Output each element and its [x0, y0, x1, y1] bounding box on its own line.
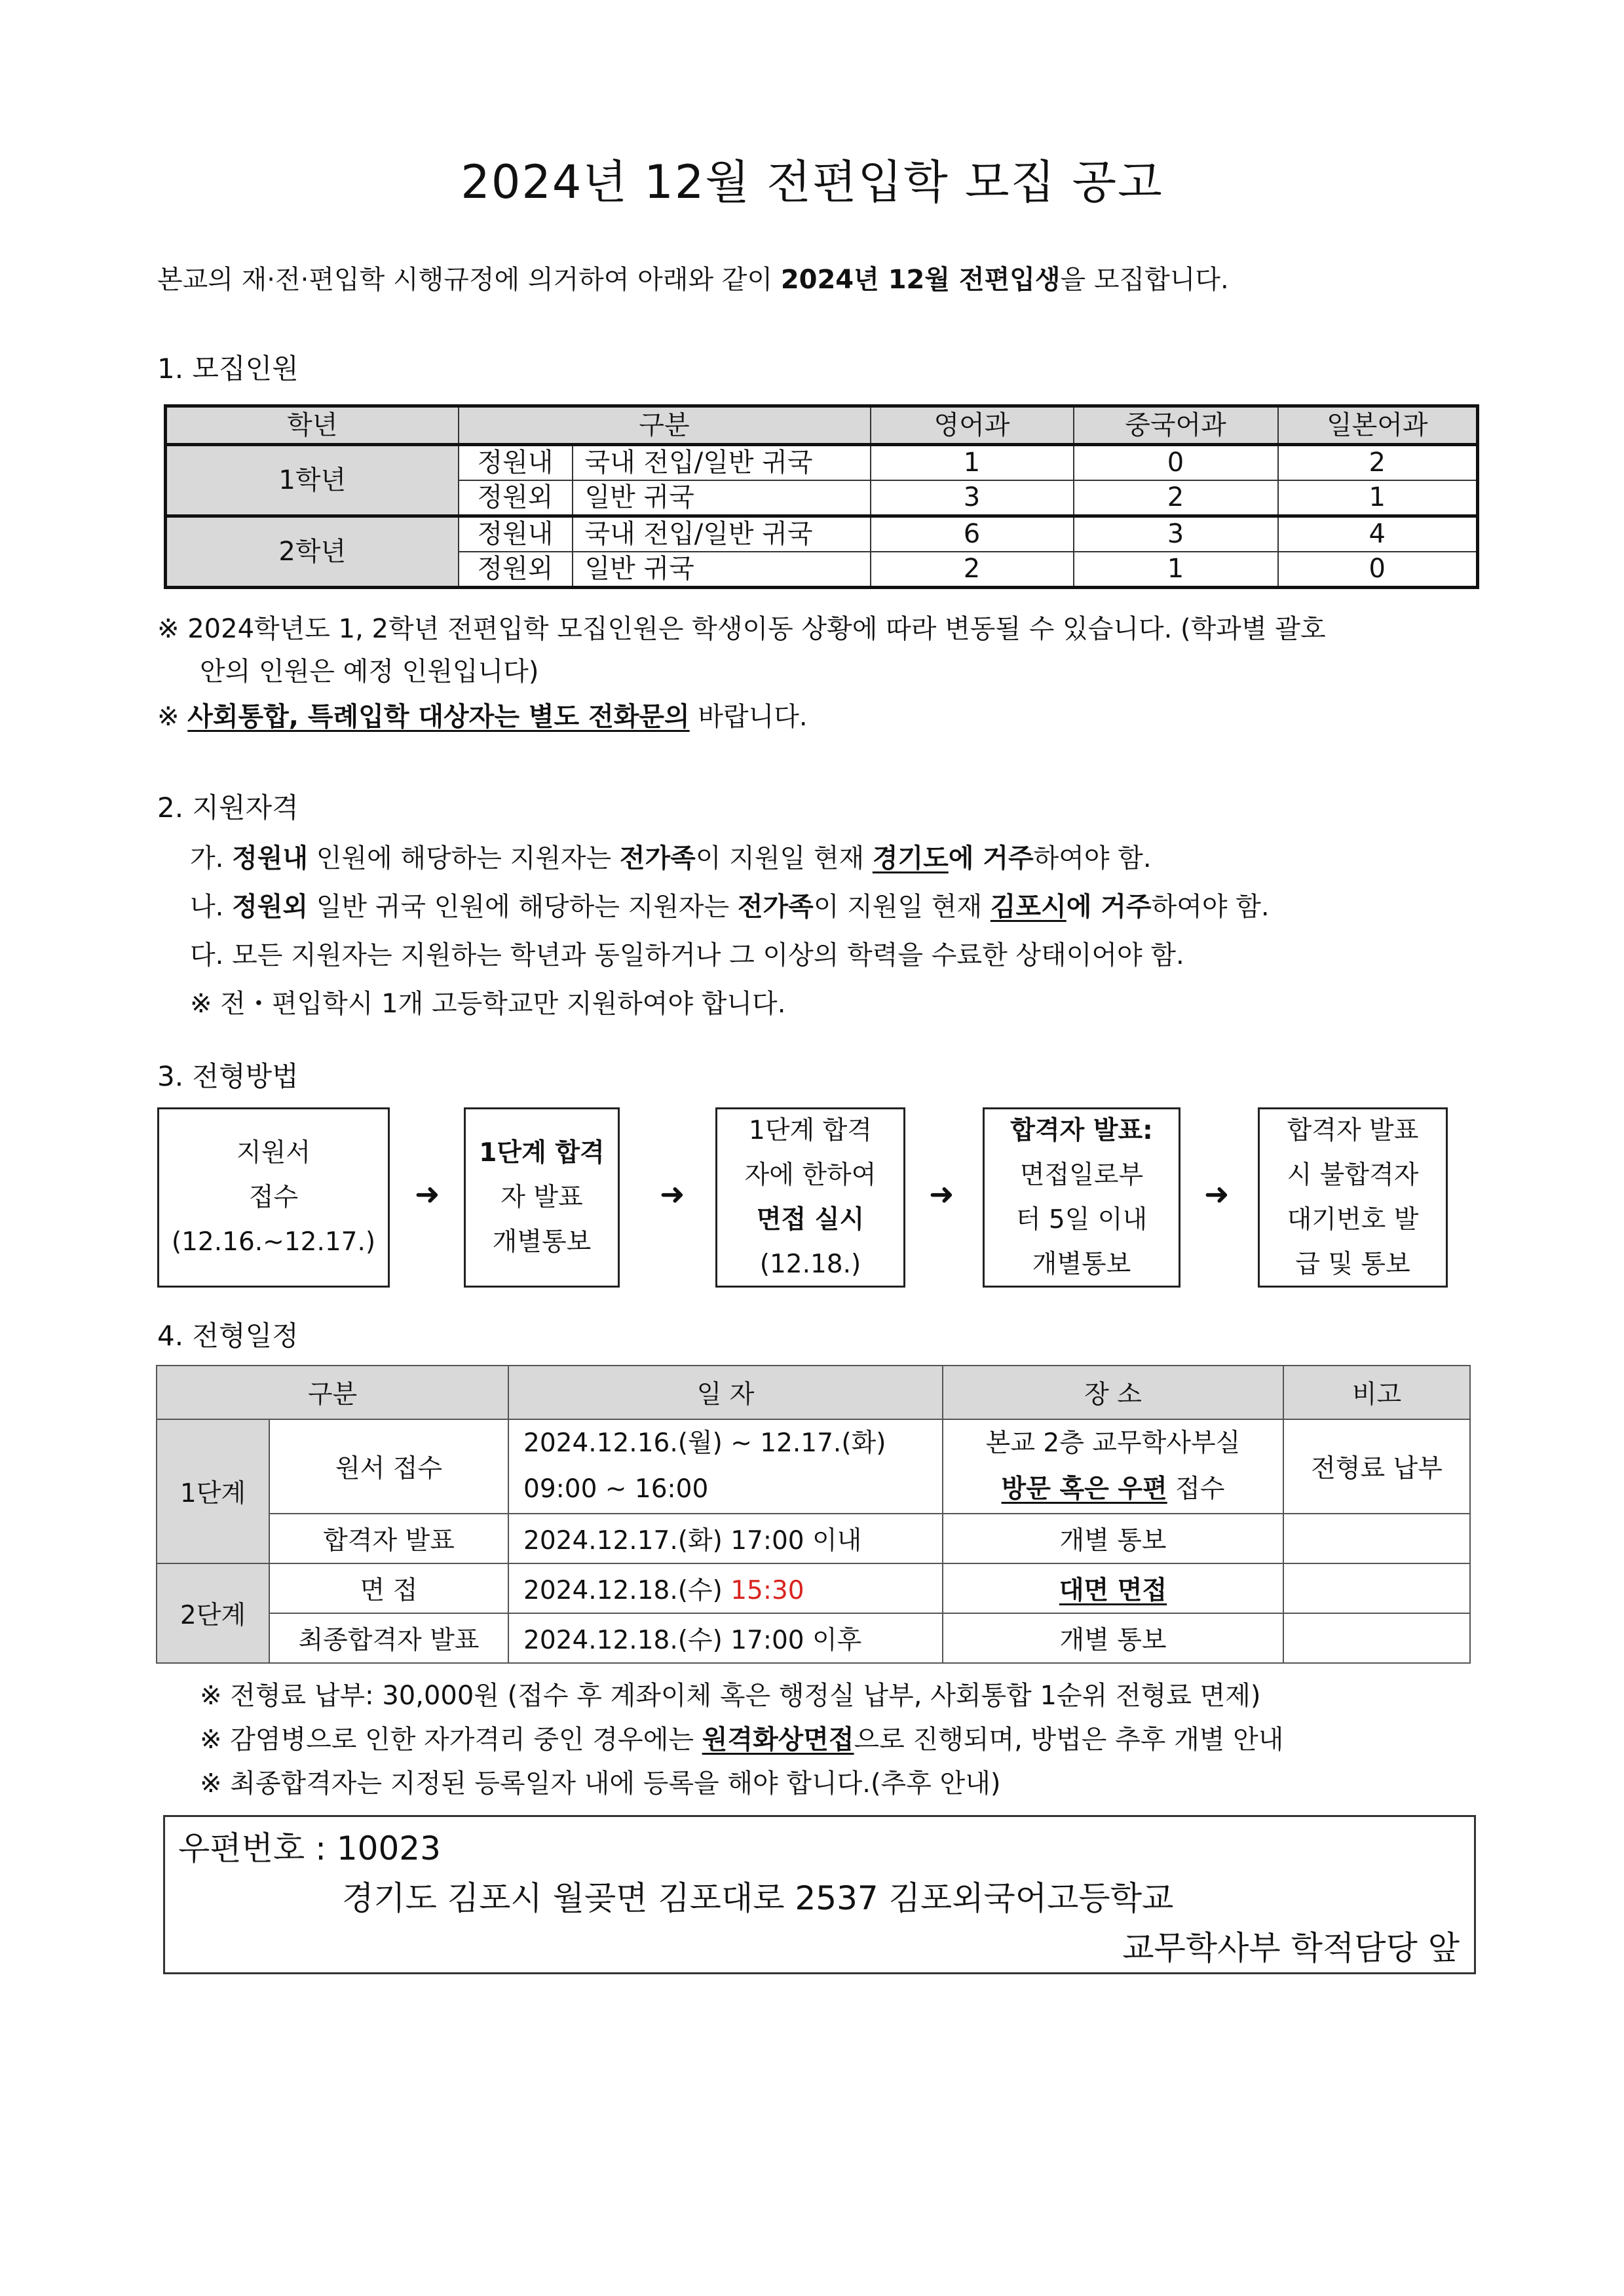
intro-bold: 2024년 12월 전편입생	[780, 265, 1061, 295]
qb-b3u: 김포시	[990, 892, 1067, 922]
qa-b3u: 경기도	[872, 843, 949, 873]
header-category: 구분	[459, 406, 871, 445]
place-post: 접수	[1167, 1474, 1225, 1504]
item-cell: 면 접	[269, 1563, 508, 1613]
qb-b1: 정원외	[232, 892, 308, 922]
header-place: 장 소	[943, 1366, 1283, 1419]
postal-code: 우편번호 : 10023	[178, 1829, 441, 1867]
flow-step-1-line: 지원서	[236, 1138, 311, 1168]
row-chn: 1	[1074, 552, 1278, 588]
flow-step-1-line: (12.16.~12.17.)	[171, 1227, 376, 1257]
date-cell	[508, 1563, 943, 1613]
flow-step-4-line: 합격자 발표:	[1010, 1115, 1153, 1145]
table-header-row	[157, 1366, 1470, 1419]
row-jpn: 1	[1278, 480, 1478, 516]
header-category: 구분	[157, 1366, 508, 1419]
date-cell: 2024.12.18.(수) 17:00 이후	[508, 1613, 943, 1663]
page-title: 2024년 12월 전편입학 모집 공고	[461, 155, 1163, 209]
flow-step-3-line: (12.18.)	[759, 1249, 861, 1279]
qb-b2: 전가족	[737, 892, 814, 922]
note-post: 으로 진행되며, 방법은 추후 개별 안내	[854, 1725, 1284, 1755]
date-cell: 2024.12.17.(화) 17:00 이내	[508, 1514, 943, 1563]
place-cell	[943, 1563, 1283, 1613]
stage-1-cell: 1단계	[157, 1419, 269, 1563]
table-row	[157, 1419, 1470, 1514]
qa-p1: 가.	[190, 843, 233, 873]
qb-b3: 에 거주	[1066, 892, 1152, 922]
row-eng: 6	[871, 516, 1074, 552]
note1-line2: 안의 인원은 예정 인원입니다)	[200, 657, 539, 687]
flow-step-2-line: 개별통보	[492, 1227, 592, 1257]
qa-p3: 이 지원일 현재	[695, 843, 873, 873]
note-cell	[1283, 1563, 1470, 1613]
row-desc: 국내 전입/일반 귀국	[573, 516, 871, 552]
row-jpn: 0	[1278, 552, 1478, 588]
row-eng: 3	[871, 480, 1074, 516]
schedule-note-3: ※ 최종합격자는 지정된 등록일자 내에 등록을 해야 합니다.(추후 안내)	[200, 1769, 1001, 1799]
row-chn: 3	[1074, 516, 1278, 552]
note-cell	[1283, 1613, 1470, 1663]
schedule-note-1: ※ 전형료 납부: 30,000원 (접수 후 계좌이체 혹은 행정실 납부, 사회통합 1순위 전형료 면제)	[200, 1681, 1261, 1711]
note-bold: 원격화상면접	[702, 1725, 854, 1755]
flow-step-2-line: 1단계 합격	[479, 1138, 605, 1168]
flow-step-4	[983, 1107, 1180, 1288]
flow-step-2-line: 자 발표	[500, 1182, 583, 1212]
date-pre: 2024.12.18.(수)	[523, 1576, 731, 1605]
flow-step-5-line: 합격자 발표	[1287, 1115, 1419, 1145]
flow-step-4-line: 면접일로부	[1019, 1160, 1144, 1190]
place-line: 본교 2층 교무학사부실	[985, 1428, 1241, 1458]
qualification-note: ※ 전・편입학시 1개 고등학교만 지원하여야 합니다.	[190, 989, 786, 1019]
table-row	[157, 1514, 1470, 1563]
header-note: 비고	[1283, 1366, 1470, 1419]
row-chn: 2	[1074, 480, 1278, 516]
flow-arrow-icon: ➜	[929, 1176, 954, 1212]
date-cell	[508, 1419, 943, 1514]
note2-mark: ※	[157, 702, 188, 732]
address-box	[163, 1815, 1476, 1974]
table-row	[166, 445, 1478, 481]
section2-heading: 2. 지원자격	[157, 792, 299, 824]
section4-heading: 4. 전형일정	[157, 1320, 299, 1352]
row-type: 정원내	[459, 445, 573, 481]
table-row	[157, 1613, 1470, 1663]
schedule-table	[156, 1365, 1471, 1664]
stage-2-cell: 2단계	[157, 1563, 269, 1663]
flow-step-5-line: 대기번호 발	[1287, 1204, 1419, 1234]
table-row	[157, 1563, 1470, 1613]
qb-p2: 일반 귀국 인원에 해당하는 지원자는	[308, 892, 738, 922]
row-type: 정원외	[459, 552, 573, 588]
row-jpn: 2	[1278, 445, 1478, 481]
flow-step-3-line: 1단계 합격	[749, 1115, 872, 1145]
row-desc: 일반 귀국	[573, 552, 871, 588]
place-cell: 개별 통보	[943, 1613, 1283, 1663]
qualification-c: 다. 모든 지원자는 지원하는 학년과 동일하거나 그 이상의 학력을 수료한 상태이어야 함.	[190, 940, 1184, 970]
recruitment-table	[164, 404, 1479, 589]
qa-b3: 에 거주	[948, 843, 1034, 873]
section3-heading: 3. 전형방법	[157, 1060, 299, 1092]
item-cell: 최종합격자 발표	[269, 1613, 508, 1663]
date-time-red: 15:30	[730, 1576, 804, 1605]
header-chinese: 중국어과	[1074, 406, 1278, 445]
intro-text	[157, 259, 1229, 296]
flow-arrow-icon: ➜	[660, 1176, 685, 1212]
intro-post: 을 모집합니다.	[1060, 265, 1229, 295]
row-chn: 0	[1074, 445, 1278, 481]
row-eng: 2	[871, 552, 1074, 588]
row-type: 정원외	[459, 480, 573, 516]
address-dept: 교무학사부 학적담당 앞	[1122, 1929, 1460, 1967]
flow-arrow-icon: ➜	[415, 1176, 440, 1212]
address-line: 경기도 김포시 월곶면 김포대로 2537 김포외국어고등학교	[342, 1879, 1174, 1917]
row-jpn: 4	[1278, 516, 1478, 552]
intro-pre: 본교의 재·전·편입학 시행규정에 의거하여 아래와 같이	[157, 265, 781, 295]
place-underlined: 방문 혹은 우편	[1001, 1474, 1167, 1504]
row-eng: 1	[871, 445, 1074, 481]
place-line	[943, 1466, 1283, 1512]
qa-b1: 정원내	[232, 843, 308, 873]
qualification-a	[190, 837, 1152, 875]
flow-step-5	[1258, 1107, 1448, 1288]
row-desc: 일반 귀국	[573, 480, 871, 516]
flow-step-5-line: 시 불합격자	[1287, 1160, 1419, 1190]
note1-line1: ※ 2024학년도 1, 2학년 전편입학 모집인원은 학생이동 상황에 따라 변동될 수 있습니다. (학과별 괄호	[157, 614, 1326, 644]
section1-heading: 1. 모집인원	[157, 353, 299, 385]
note2	[157, 696, 808, 733]
place-cell: 개별 통보	[943, 1514, 1283, 1563]
flow-step-4-line: 터 5일 이내	[1015, 1204, 1148, 1234]
header-japanese: 일본어과	[1278, 406, 1478, 445]
header-date: 일 자	[508, 1366, 943, 1419]
qa-p2: 인원에 해당하는 지원자는	[308, 843, 620, 873]
note-cell: 전형료 납부	[1283, 1419, 1470, 1514]
flow-step-3-line: 자에 한하여	[744, 1160, 877, 1190]
schedule-note-2	[200, 1719, 1283, 1756]
header-english: 영어과	[871, 406, 1074, 445]
flow-step-3	[715, 1107, 905, 1288]
date-line: 2024.12.16.(월) ~ 12.17.(화)	[523, 1428, 886, 1458]
flow-arrow-icon: ➜	[1204, 1176, 1230, 1212]
table-header-row	[166, 406, 1478, 445]
flow-step-1-line: 접수	[248, 1182, 299, 1212]
qa-p4: 하여야 함.	[1033, 843, 1152, 873]
item-cell: 합격자 발표	[269, 1514, 508, 1563]
flow-step-4-line: 개별통보	[1032, 1249, 1131, 1279]
qualification-b	[190, 886, 1270, 923]
flow-step-2	[464, 1107, 620, 1288]
date-line: 09:00 ~ 16:00	[523, 1474, 709, 1504]
flow-step-5-line: 급 및 통보	[1295, 1249, 1410, 1279]
qa-b2: 전가족	[619, 843, 696, 873]
place-cell	[943, 1419, 1283, 1514]
grade-2-cell: 2학년	[166, 516, 459, 588]
qb-p3: 이 지원일 현재	[813, 892, 991, 922]
item-cell: 원서 접수	[269, 1419, 508, 1514]
note-pre: ※ 감염병으로 인한 자가격리 중인 경우에는	[200, 1725, 702, 1755]
note2-bold: 사회통합, 특례입학 대상자는 별도 전화문의	[187, 702, 690, 732]
qb-p1: 나.	[190, 892, 233, 922]
row-type: 정원내	[459, 516, 573, 552]
table-row	[166, 516, 1478, 552]
place-underlined: 대면 면접	[1059, 1576, 1167, 1605]
note2-post: 바랍니다.	[689, 702, 808, 732]
row-desc: 국내 전입/일반 귀국	[573, 445, 871, 481]
qb-p4: 하여야 함.	[1151, 892, 1270, 922]
grade-1-cell: 1학년	[166, 445, 459, 516]
header-grade: 학년	[166, 406, 459, 445]
note-cell	[1283, 1514, 1470, 1563]
flow-step-3-line: 면접 실시	[756, 1204, 865, 1234]
flow-step-1	[157, 1107, 390, 1288]
